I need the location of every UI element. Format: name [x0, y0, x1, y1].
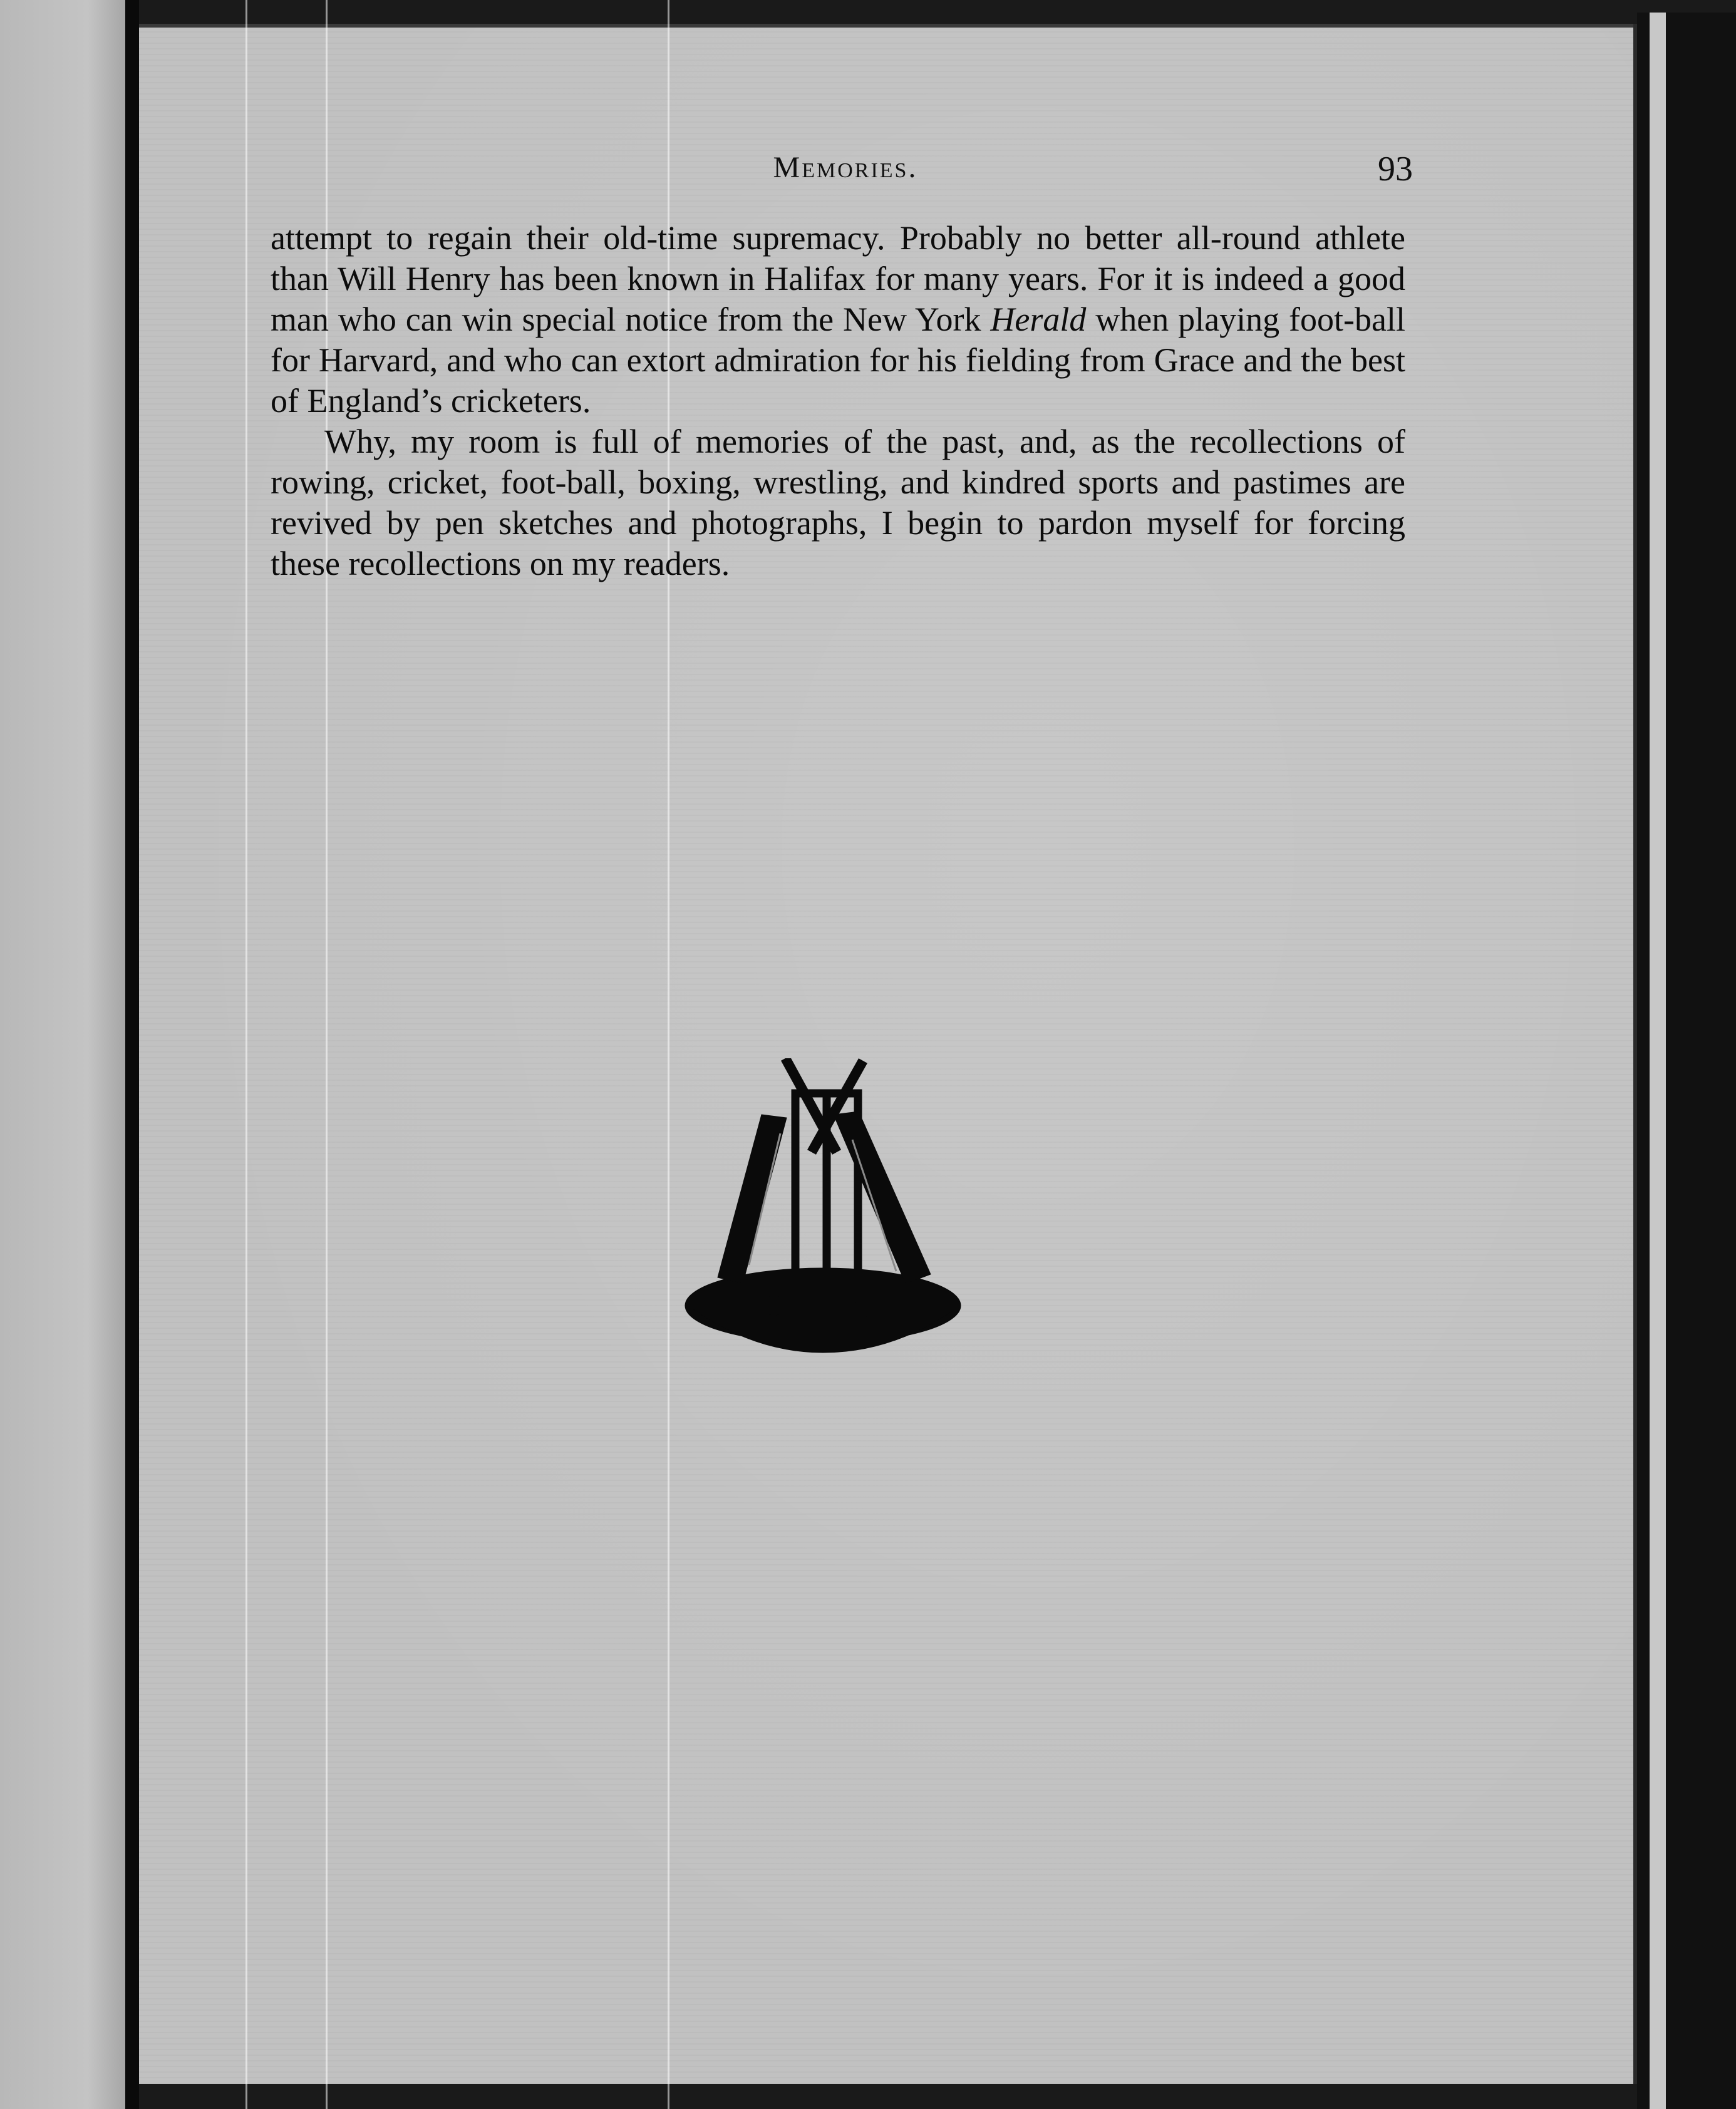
body-text	[271, 218, 1405, 584]
facing-page-edge	[0, 0, 125, 2109]
paragraph-1-text-start: attempt to regain their old-time supremacy. Probably no better all-round athlete than Will Henry has been known in Halifax for many years. For it is indeed a good man who can win special notice from the New York	[271, 219, 1405, 338]
cricket-ball-icon	[764, 1296, 784, 1316]
scan-streak	[245, 0, 247, 2109]
paragraph-2: Why, my room is full of memories of the past, and, as the recollections of rowing, cricket, foot-ball, boxing, wrestling, and kindred sports and pastimes are revived by pen sketches and photographs, I begin to pardon myself for forcing these recollections on my readers.	[271, 423, 1405, 582]
bat-left-icon	[718, 1115, 787, 1284]
page-edge-strip	[1650, 13, 1666, 2109]
bat-right-icon	[834, 1111, 931, 1284]
stump-icon	[792, 1090, 799, 1302]
paragraph-1-italic-title: Herald	[990, 301, 1087, 338]
running-head: Memories.	[773, 151, 918, 184]
stump-icon	[854, 1090, 862, 1302]
grass-shadow-icon	[693, 1309, 956, 1353]
cricket-wicket-and-bats-ornament	[680, 1058, 964, 1359]
cricket-ball-icon	[853, 1300, 871, 1317]
paragraph-1	[271, 218, 1405, 421]
right-page-edge	[1637, 13, 1736, 2109]
book-binding	[125, 0, 139, 2109]
stump-icon	[823, 1090, 830, 1302]
paragraph-1-text-end: when playing foot-ball for Harvard, and who can extort admiration for his fielding from Grace and the best of England’s cricketers.	[271, 301, 1405, 420]
page-number: 93	[1378, 150, 1413, 188]
